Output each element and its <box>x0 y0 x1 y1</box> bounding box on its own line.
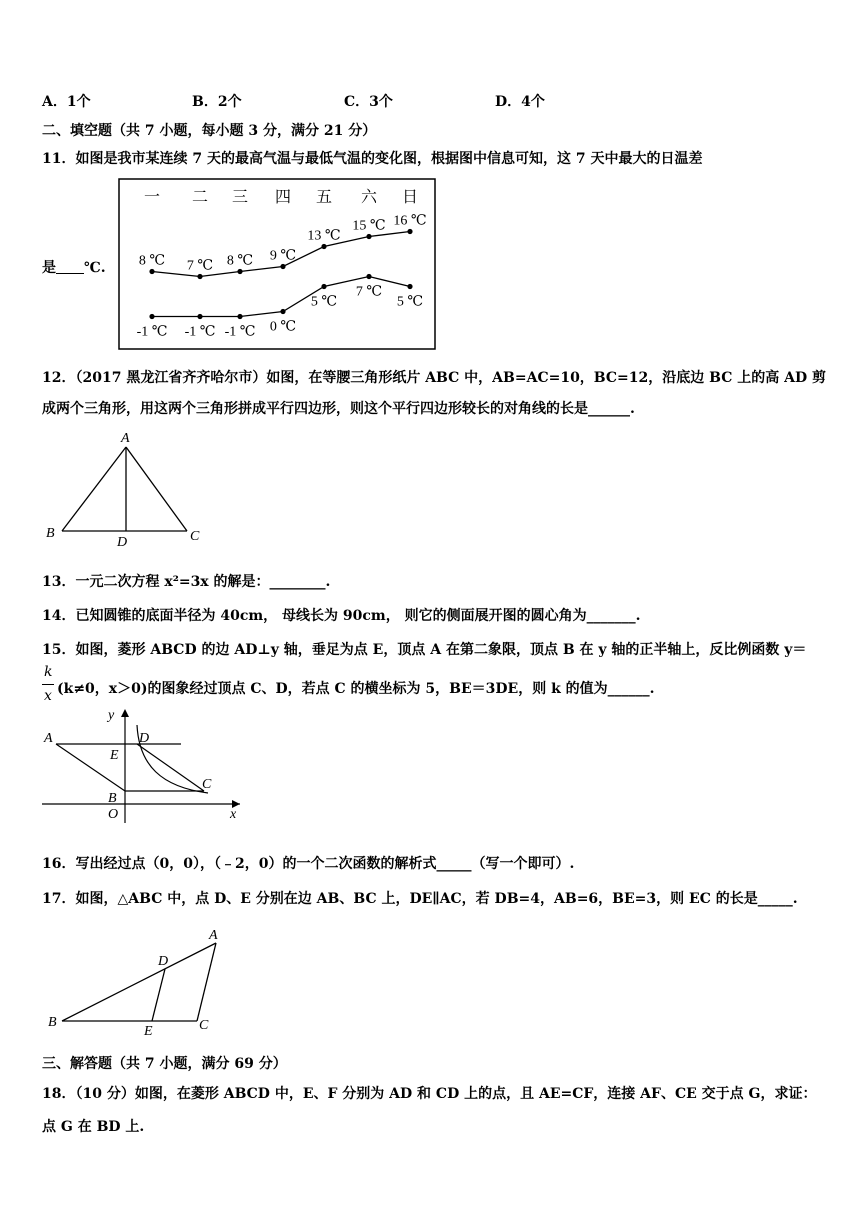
data-label: 5 ℃ <box>396 294 424 310</box>
fraction-denominator: x <box>44 688 52 704</box>
question-11-answer <box>42 257 106 277</box>
data-point <box>366 234 371 239</box>
data-point <box>280 309 285 314</box>
question-13-text: 13．一元二次方程 x²=3x 的解是：________. <box>42 574 331 590</box>
data-point <box>280 264 285 269</box>
data-label: 16 ℃ <box>393 213 427 229</box>
label-d: D <box>158 954 169 969</box>
day-label: 五 <box>315 189 333 206</box>
day-label: 六 <box>360 189 378 206</box>
data-point <box>366 274 371 279</box>
option-c: C．3个 <box>344 94 393 110</box>
data-point <box>321 284 326 289</box>
data-label: 8 ℃ <box>138 253 166 269</box>
side-ab <box>62 447 126 531</box>
temperature-chart <box>118 178 436 350</box>
triangle-abc-figure <box>40 425 220 555</box>
answer-prefix: 是 <box>42 260 56 276</box>
option-b: B．2个 <box>192 94 242 110</box>
y-axis-arrow <box>121 709 129 717</box>
day-label: 日 <box>401 189 419 206</box>
rhombus-figure <box>36 705 256 825</box>
fraction-numerator: k <box>44 664 53 680</box>
data-point <box>149 314 154 319</box>
data-label: 7 ℃ <box>186 258 214 274</box>
question-11-text: 11．如图是我市某连续 7 天的最高气温与最低气温的变化图，根据图中信息可知，这 7 天中最大的日温差 <box>42 151 703 167</box>
label-c: C <box>190 529 200 544</box>
day-label: 三 <box>231 189 249 206</box>
option-d: D．4个 <box>495 94 545 110</box>
option-a: A．1个 <box>42 94 91 110</box>
question-14-text: 14．已知圆锥的底面半径为 40cm， 母线长为 90cm， 则它的侧面展开图的圆心角为_______. <box>42 608 641 624</box>
data-point <box>407 229 412 234</box>
label-a: A <box>209 928 218 943</box>
section-title: 三、解答题（共 7 小题，满分 69 分） <box>42 1056 287 1072</box>
data-label: 13 ℃ <box>307 228 341 244</box>
question-15-line2: (k≠0，x＞0)的图象经过顶点 C、D，若点 C 的横坐标为 5，BE＝3DE，则 k 的值为______. <box>57 681 655 697</box>
day-label: 一 <box>143 189 161 206</box>
data-label: -1 ℃ <box>184 324 216 340</box>
day-labels <box>144 188 418 206</box>
series-lines <box>137 214 427 340</box>
side-ba <box>62 943 216 1021</box>
label-e: E <box>144 1024 153 1035</box>
label-x: x <box>230 807 237 822</box>
data-point <box>237 269 242 274</box>
data-label: 15 ℃ <box>352 218 386 234</box>
fraction-bar <box>42 684 54 685</box>
label-o: O <box>108 807 119 822</box>
question-18-line1: 18．（10 分）如图，在菱形 ABCD 中，E、F 分别为 AD 和 CD 上的点，且 AE=CF，连接 AF、CE 交于点 G，求证： <box>42 1086 817 1102</box>
label-y: y <box>108 708 115 723</box>
question-18-line2: 点 G 在 BD 上. <box>42 1119 145 1135</box>
question-12-line1: 12．（2017 黑龙江省齐齐哈尔市）如图，在等腰三角形纸片 ABC 中，AB=AC=10，BC=12，沿底边 BC 上的高 AD 剪 <box>42 370 826 386</box>
label-b: B <box>46 526 55 541</box>
data-point <box>321 244 326 249</box>
side-dc <box>137 744 204 791</box>
question-17-text: 17．如图，△ABC 中，点 D、E 分别在边 AB、BC 上，DE∥AC，若 DB=4，AB=6，BE=3，则 EC 的长是_____. <box>42 891 798 907</box>
label-c: C <box>199 1018 209 1033</box>
label-a: A <box>44 731 53 746</box>
label-b: B <box>48 1015 57 1030</box>
label-d: D <box>117 535 128 550</box>
question-15-line1: 15．如图，菱形 ABCD 的边 AD⊥y 轴，垂足为点 E，顶点 A 在第二象限，顶点 B 在 y 轴的正半轴上，反比例函数 y＝ <box>42 642 807 658</box>
data-label: -1 ℃ <box>224 324 256 340</box>
data-label: 5 ℃ <box>310 294 338 310</box>
data-label: 7 ℃ <box>355 284 383 300</box>
triangle-de-figure <box>44 925 234 1035</box>
side-ac <box>197 943 216 1021</box>
day-label: 四 <box>274 189 292 206</box>
label-a: A <box>121 431 130 446</box>
data-point <box>407 284 412 289</box>
data-point <box>197 314 202 319</box>
day-label: 二 <box>191 189 209 206</box>
question-12-line2: 成两个三角形，用这两个三角形拼成平行四边形，则这个平行四边形较长的对角线的长是______. <box>42 401 635 417</box>
data-label: 8 ℃ <box>226 253 254 269</box>
side-ac <box>126 447 187 531</box>
label-e: E <box>110 748 119 763</box>
data-point <box>197 274 202 279</box>
section-title: 二、填空题（共 7 小题，每小题 3 分，满分 21 分） <box>42 123 377 139</box>
answer-suffix: ℃. <box>84 260 106 276</box>
data-label: 9 ℃ <box>269 248 297 264</box>
segment-de <box>152 969 165 1021</box>
answer-blank <box>56 259 84 274</box>
question-16-text: 16．写出经过点（0，0），（﹣2，0）的一个二次函数的解析式_____（写一个即可）. <box>42 856 575 872</box>
data-label: -1 ℃ <box>136 324 168 340</box>
label-b: B <box>108 791 117 806</box>
data-point <box>149 269 154 274</box>
label-d: D <box>139 731 150 746</box>
data-point <box>237 314 242 319</box>
data-label: 0 ℃ <box>269 319 297 335</box>
label-c: C <box>202 777 212 792</box>
